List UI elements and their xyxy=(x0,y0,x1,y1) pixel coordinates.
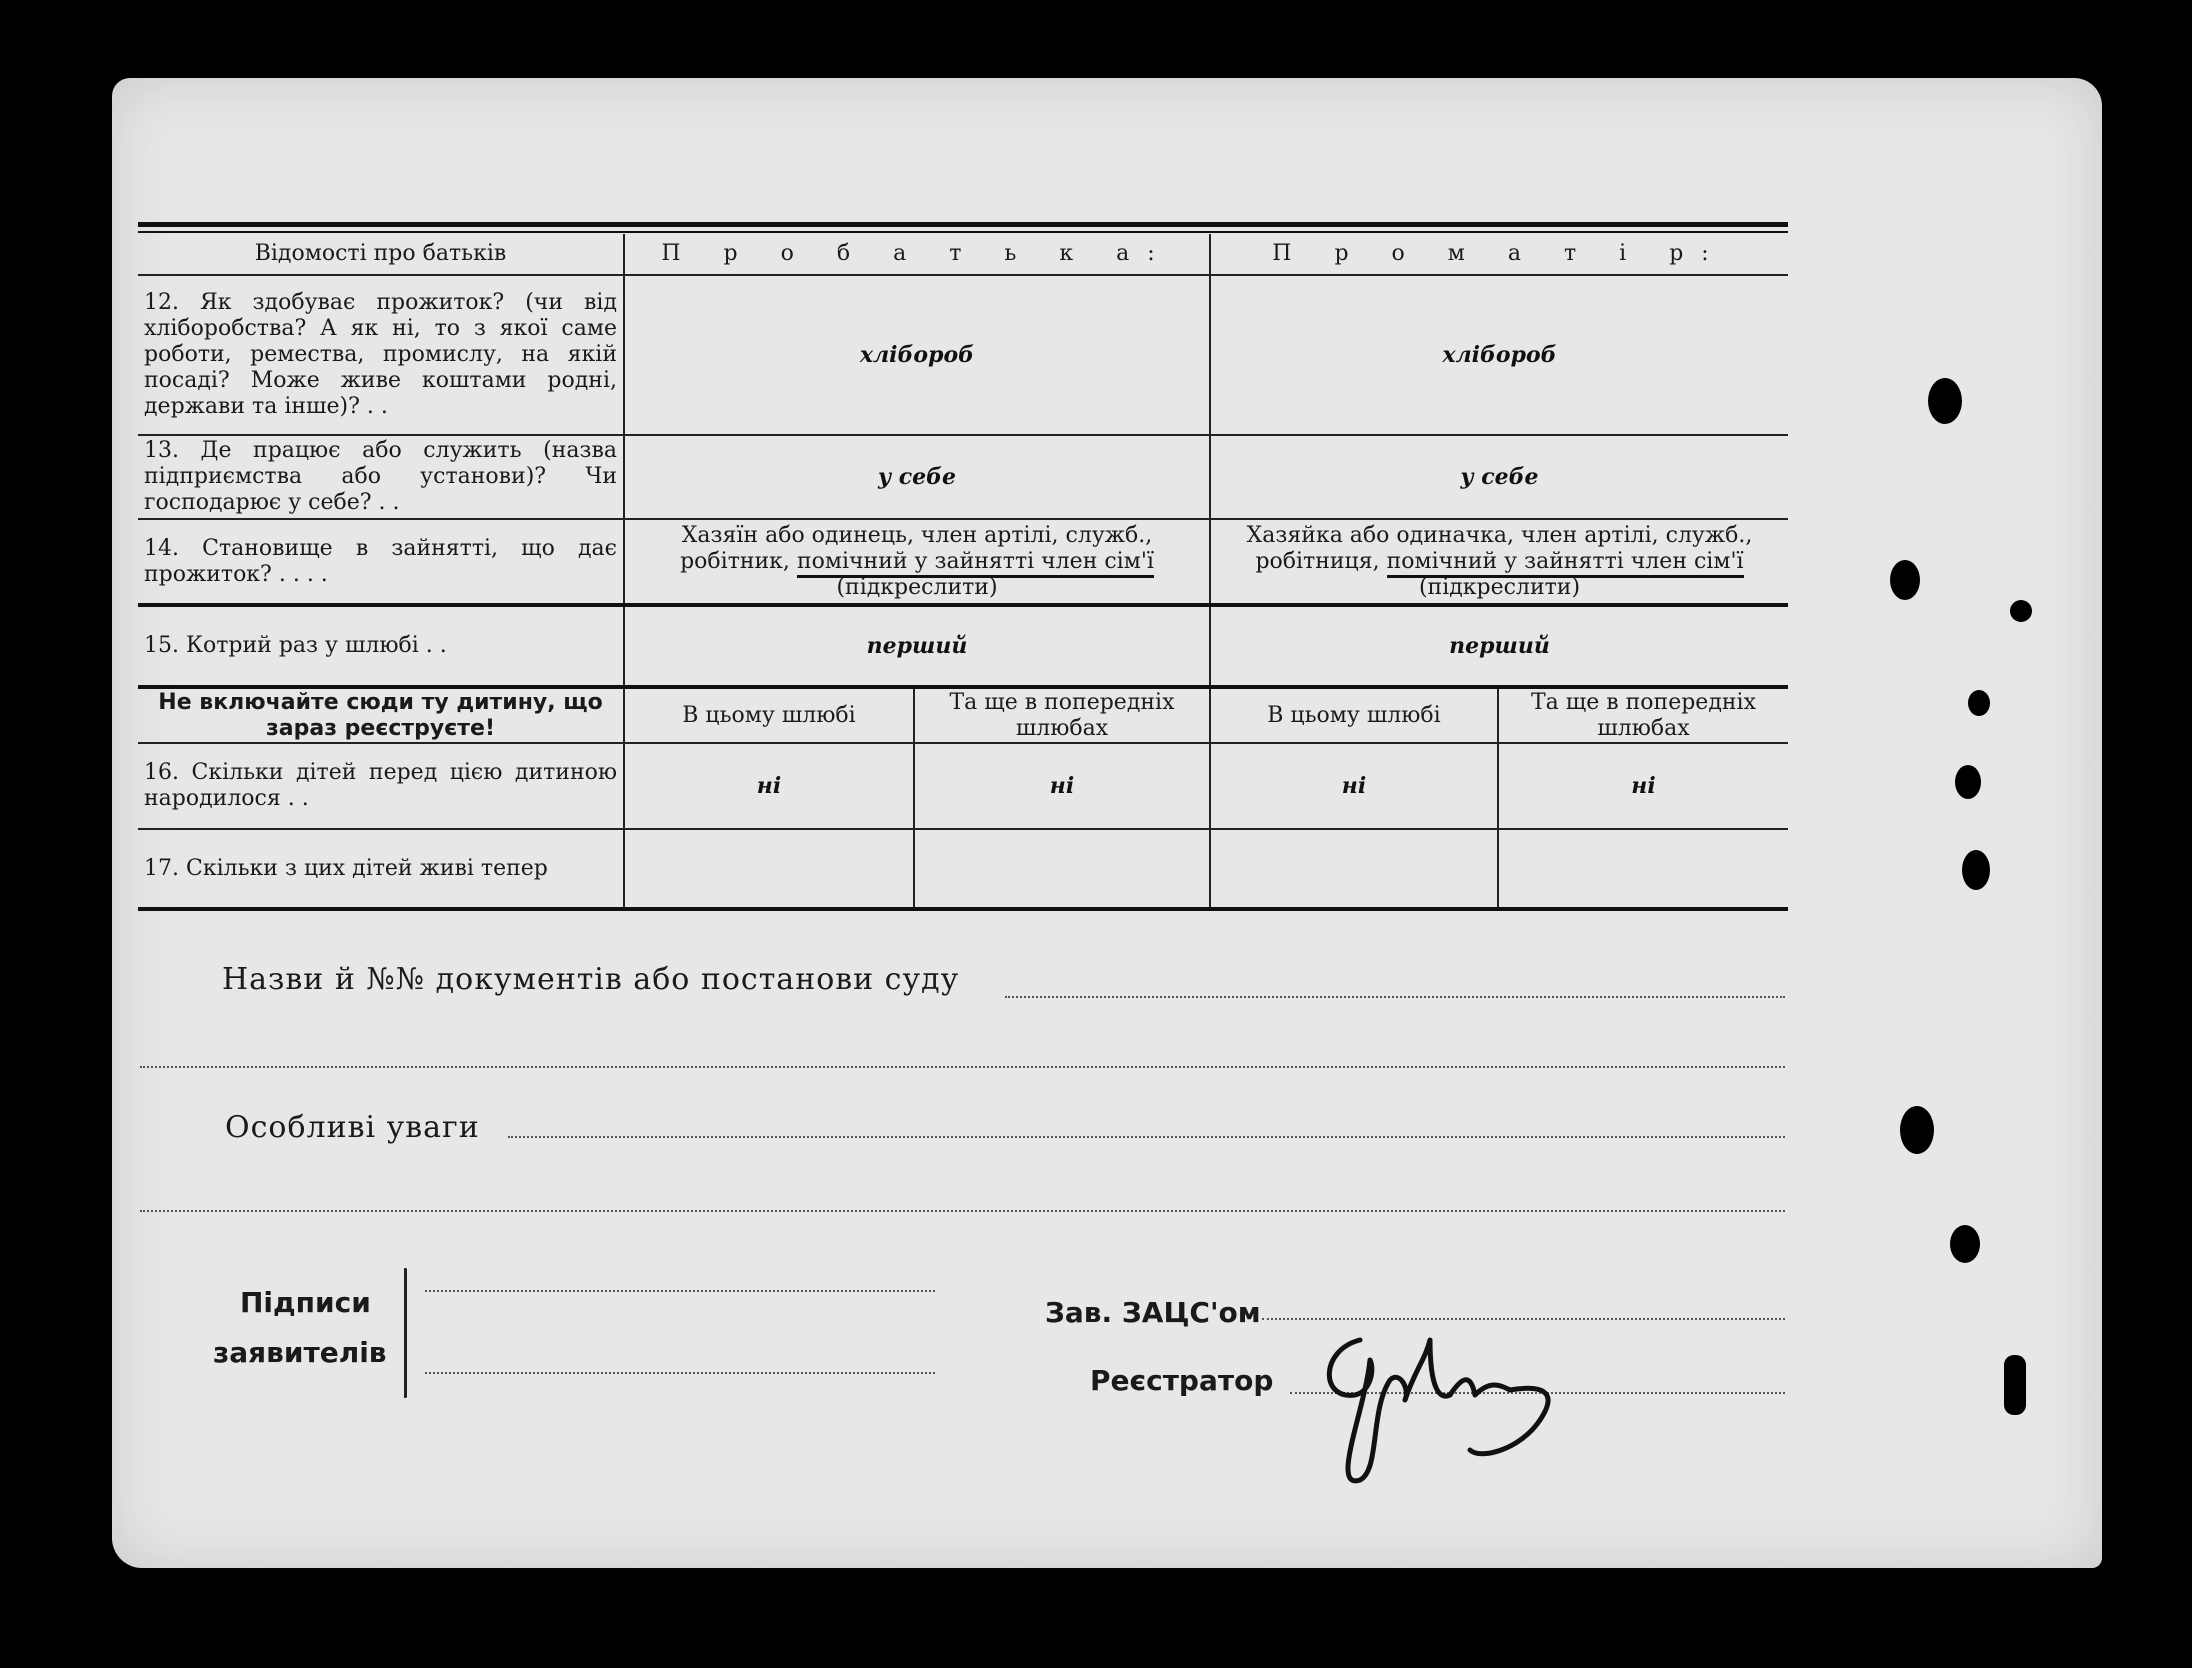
documents-line-2 xyxy=(140,1066,1785,1068)
question-13: 13. Де працює або служить (назва підприємства або установи)? Чи господарює у себе? . . xyxy=(138,435,624,519)
header-mother: П р о м а т і р: xyxy=(1272,241,1727,266)
signature-bracket xyxy=(404,1268,413,1398)
q16-father-previous: ні xyxy=(914,743,1210,829)
header-father: П р о б а т ь к а: xyxy=(624,234,1210,275)
remarks-label: Особливі уваги xyxy=(225,1110,480,1145)
documents-line xyxy=(1005,996,1785,998)
father-status-options-2: робітник, помічний у зайнятті член сім'ї xyxy=(631,549,1203,575)
father-livelihood: хлібороб xyxy=(624,275,1210,435)
signatures-label: Підписи xyxy=(240,1286,371,1319)
remarks-line-2 xyxy=(140,1210,1785,1212)
mother-marriage-count: перший xyxy=(1449,633,1550,659)
registrar-label: Реєстратор xyxy=(1090,1364,1274,1397)
mother-status-options: Хазяйка або одиначка, член артілі, служб., xyxy=(1246,522,1753,548)
mother-this-marriage: В цьому шлюбі xyxy=(1210,687,1498,743)
q17-mother-this xyxy=(1210,829,1498,909)
question-15: 15. Котрий раз у шлюбі . . xyxy=(138,605,624,687)
parents-info-table xyxy=(138,222,1788,911)
father-marriage-count: перший xyxy=(624,605,1210,687)
father-status-underlined: помічний у зайнятті член сім'ї xyxy=(797,549,1154,578)
punch-hole xyxy=(1928,378,1962,424)
punch-hole xyxy=(1950,1225,1980,1263)
punch-hole xyxy=(2004,1355,2026,1415)
question-16: 16. Скільки дітей перед цією дитиною народилося . . xyxy=(138,743,624,829)
punch-hole xyxy=(1900,1106,1934,1154)
remarks-line xyxy=(508,1136,1785,1138)
q16-father-this: ні xyxy=(624,743,914,829)
underline-hint: (підкреслити) xyxy=(836,574,998,600)
punch-hole xyxy=(1890,560,1920,600)
father-previous-marriages: Та ще в попередніх шлюбах xyxy=(914,687,1210,743)
mother-livelihood: хлібороб xyxy=(1442,342,1557,368)
father-this-marriage: В цьому шлюбі xyxy=(624,687,914,743)
q16-mother-this: ні xyxy=(1210,743,1498,829)
header-info: Відомості про батьків xyxy=(138,234,624,275)
q17-father-previous xyxy=(914,829,1210,909)
question-14: 14. Становище в зайнятті, що дає прожиток? . . . . xyxy=(138,519,624,605)
punch-hole xyxy=(1962,850,1990,890)
father-workplace: у себе xyxy=(624,435,1210,519)
mother-previous-marriages: Та ще в попередніх шлюбах xyxy=(1531,689,1756,741)
applicant-sign-line-1 xyxy=(425,1290,935,1292)
question-17: 17. Скільки з цих дітей живі тепер xyxy=(138,829,624,909)
applicant-sign-line-2 xyxy=(425,1372,935,1374)
q16-mother-previous: ні xyxy=(1631,773,1656,799)
applicants-label: заявителів xyxy=(213,1336,387,1369)
q17-mother-previous xyxy=(1498,829,1788,909)
q17-father-this xyxy=(624,829,914,909)
underline-hint: (підкреслити) xyxy=(1418,574,1581,600)
punch-hole xyxy=(1955,765,1981,799)
notice-exclude-child: Не включайте сюди ту дитину, що зараз реєструєте! xyxy=(138,687,624,743)
father-employment-status xyxy=(624,519,1210,605)
head-of-registry-label: Зав. ЗАЦС'ом xyxy=(1045,1296,1261,1329)
punch-hole xyxy=(1968,690,1990,716)
registrar-signature xyxy=(1300,1300,1630,1500)
question-12: 12. Як здобуває прожиток? (чи від хліборобства? А як ні, то з якої саме роботи, ремества, промислу, на якій посаді? Може живе коштами родні, держави та інше)? . . xyxy=(138,275,624,435)
mother-workplace: у себе xyxy=(1460,464,1539,490)
mother-status-underlined: помічний у зайнятті член сім'ї xyxy=(1387,549,1744,578)
punch-hole xyxy=(2010,600,2032,622)
mother-status-options-2: робітниця, помічний у зайнятті член сім'ї xyxy=(1217,549,1782,575)
documents-label: Назви й №№ документів або постанови суду xyxy=(222,962,960,997)
father-status-options: Хазяїн або одинець, член артілі, служб., xyxy=(681,522,1153,548)
mother-employment-status xyxy=(1210,519,1788,605)
